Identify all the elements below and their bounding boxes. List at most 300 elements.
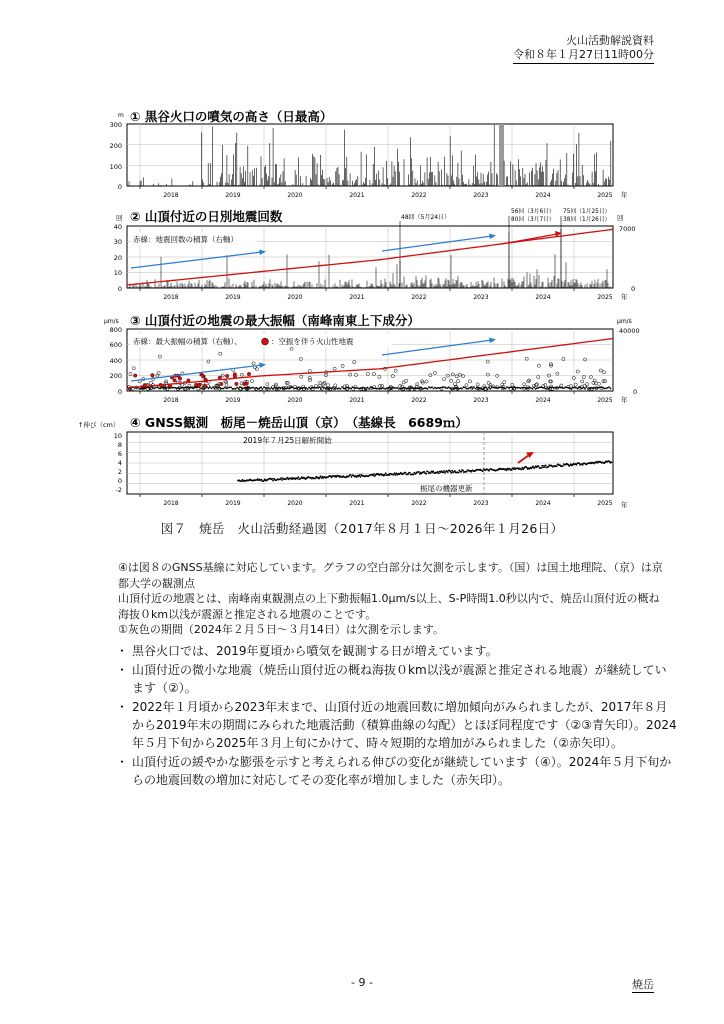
amplitude-point-small <box>532 388 534 390</box>
gnss-point <box>430 472 432 474</box>
amplitude-point-small <box>148 387 150 389</box>
amplitude-point-small <box>433 388 435 390</box>
year-label: 2018 <box>163 500 179 507</box>
gnss-point <box>384 474 386 476</box>
panel3-legend-b: ：空振を伴う火山性地震 <box>271 337 354 346</box>
amplitude-point-small <box>268 387 270 389</box>
p3-year-unit: 年 <box>621 396 628 404</box>
amplitude-point-small <box>583 387 585 389</box>
year-label: 2018 <box>163 294 179 301</box>
p4-tick-4: 4 <box>117 459 122 467</box>
gnss-point <box>432 470 434 472</box>
amplitude-point-small <box>256 387 258 389</box>
p3-right-bottom: 0 <box>633 388 638 396</box>
p3-right-top: 40000 <box>619 327 640 335</box>
amplitude-point-small <box>578 386 580 388</box>
amplitude-point-small <box>241 387 243 389</box>
p3-tick-600: 600 <box>109 341 122 349</box>
year-label: 2019 <box>225 500 241 507</box>
gnss-point <box>407 473 409 475</box>
amplitude-point-small <box>461 388 463 390</box>
infrasound-quake-point <box>201 374 205 378</box>
amplitude-point-small <box>344 388 346 390</box>
amplitude-point-small <box>512 388 514 390</box>
ann-48: 48回（5月24日） <box>401 214 451 221</box>
panel2-unit-left: 回 <box>116 214 123 222</box>
gnss-point <box>271 478 273 480</box>
year-label: 2019 <box>225 397 241 404</box>
summary-bullets <box>118 642 678 790</box>
amplitude-point-small <box>316 387 318 389</box>
amplitude-point-small <box>581 388 583 390</box>
gnss-point <box>482 470 484 472</box>
infrasound-quake-point <box>197 384 201 388</box>
infrasound-quake-point <box>203 384 207 388</box>
amplitude-point-small <box>155 387 157 389</box>
amplitude-point-small <box>544 387 546 389</box>
amplitude-point-small <box>157 386 159 388</box>
header-title: 火山活動解説資料 <box>566 34 654 47</box>
amplitude-point-small <box>235 388 237 390</box>
gnss-point <box>542 467 544 469</box>
infrasound-quake-point <box>173 379 177 383</box>
gnss-point <box>320 475 322 477</box>
bullet-4: ・ 山頂付近の緩やかな膨張を示すと考えられる伸びの変化が継続しています（④）。2024年５月下旬からの地震回数の増加に対応してその変化率が増加しました（赤矢印）。 <box>118 753 678 789</box>
year-label: 2025 <box>597 397 613 404</box>
amplitude-point-small <box>586 386 588 388</box>
amplitude-point-small <box>487 388 489 390</box>
amplitude-point-small <box>431 386 433 388</box>
amplitude-point-small <box>218 386 220 388</box>
amplitude-point-small <box>230 386 232 388</box>
amplitude-point-small <box>203 388 205 390</box>
gnss-point <box>513 467 515 469</box>
amplitude-point-small <box>464 387 466 389</box>
amplitude-point-small <box>184 387 186 389</box>
amplitude-point-small <box>400 388 402 390</box>
year-label: 2023 <box>473 294 489 301</box>
year-label: 2024 <box>535 294 551 301</box>
gnss-point <box>578 462 580 464</box>
bullet-2: ・ 山頂付近の微小な地震（焼岳山頂付近の概ね海抜０km以浅が震源と推定される地震）が継続しています（②）。 <box>118 661 678 697</box>
gnss-point <box>413 474 415 476</box>
amplitude-point-small <box>577 388 579 390</box>
panel4-unit-left: ↑伸び（cm） <box>78 421 120 429</box>
amplitude-point-small <box>188 387 190 389</box>
year-label: 2018 <box>163 192 179 199</box>
infrasound-quake-point <box>235 382 239 386</box>
gnss-point <box>400 472 402 474</box>
gnss-point <box>576 464 578 466</box>
year-label: 2020 <box>287 294 303 301</box>
amplitude-point-small <box>608 386 610 388</box>
amplitude-point-small <box>223 388 225 390</box>
amplitude-point-small <box>545 388 547 390</box>
gnss-point <box>418 471 420 473</box>
year-label: 2022 <box>411 397 427 404</box>
infrasound-quake-point <box>242 382 246 386</box>
amplitude-point-small <box>548 388 550 390</box>
ann-38: 38回（1月26日） <box>563 217 611 223</box>
amplitude-point-small <box>266 388 268 390</box>
amplitude-point-small <box>211 388 213 390</box>
amplitude-point-small <box>442 386 444 388</box>
gnss-point <box>488 470 490 472</box>
gnss-point <box>611 461 613 463</box>
amplitude-point-small <box>584 388 586 390</box>
amplitude-point-small <box>310 388 312 390</box>
amplitude-point-small <box>149 388 151 390</box>
amplitude-point-small <box>301 387 303 389</box>
amplitude-point-small <box>367 387 369 389</box>
year-label: 2019 <box>225 192 241 199</box>
year-label: 2025 <box>597 294 613 301</box>
gnss-point <box>541 465 543 467</box>
p1-tick-200: 200 <box>109 142 122 150</box>
amplitude-point-small <box>209 386 211 388</box>
amplitude-point-small <box>238 388 240 390</box>
amplitude-point-small <box>530 387 532 389</box>
amplitude-point-small <box>455 387 457 389</box>
amplitude-point-small <box>335 387 337 389</box>
amplitude-point-small <box>217 388 219 390</box>
year-label: 2022 <box>411 192 427 199</box>
gnss-point <box>409 472 411 474</box>
amplitude-point-small <box>526 388 528 390</box>
p1-tick-100: 100 <box>109 163 122 171</box>
gnss-point <box>443 470 445 472</box>
amplitude-point-small <box>490 388 492 390</box>
amplitude-point-small <box>568 387 570 389</box>
amplitude-point-small <box>181 387 183 389</box>
amplitude-point-small <box>472 387 474 389</box>
p2-tick-10: 10 <box>113 269 122 277</box>
amplitude-point-small <box>610 388 612 390</box>
amplitude-point-small <box>320 388 322 390</box>
gnss-point <box>427 471 429 473</box>
gnss-point <box>451 470 453 472</box>
panel3-unit-left: μm/s <box>104 318 119 325</box>
amplitude-point-small <box>331 388 333 390</box>
year-label: 2020 <box>287 397 303 404</box>
gnss-point <box>458 472 460 474</box>
amplitude-point-small <box>298 386 300 388</box>
p4-year-unit: 年 <box>621 501 628 509</box>
amplitude-point-small <box>482 388 484 390</box>
p2-tick-40: 40 <box>113 223 122 231</box>
amplitude-point-small <box>253 387 255 389</box>
amplitude-point-small <box>485 387 487 389</box>
amplitude-point-small <box>292 386 294 388</box>
p3-tick-800: 800 <box>109 326 122 334</box>
gnss-point <box>393 474 395 476</box>
amplitude-point-small <box>248 386 250 388</box>
year-label: 2018 <box>163 397 179 404</box>
amplitude-point-small <box>440 387 442 389</box>
year-label: 2023 <box>473 397 489 404</box>
note-1: ④は図８のGNSS基線に対応しています。グラフの空白部分は欠測を示します。（国）は国土地理院、（京）は京都大学の観測点 <box>118 561 663 590</box>
p2-year-unit: 年 <box>621 293 628 301</box>
gnss-point <box>315 478 317 480</box>
amplitude-point-small <box>391 388 393 390</box>
amplitude-point-small <box>404 387 406 389</box>
year-label: 2021 <box>349 294 365 301</box>
amplitude-point-small <box>269 388 271 390</box>
p1-tick-0: 0 <box>117 183 122 191</box>
amplitude-point-small <box>350 388 352 390</box>
panel1-title: ① 黒谷火口の噴気の高さ（日最高） <box>130 109 333 124</box>
amplitude-point-small <box>274 387 276 389</box>
amplitude-point-small <box>418 388 420 390</box>
amplitude-point-small <box>389 387 391 389</box>
amplitude-point-small <box>385 388 387 390</box>
page-number: - 9 - <box>351 976 373 989</box>
amplitude-point-small <box>145 387 147 389</box>
figure-notes <box>118 560 663 638</box>
amplitude-point-small <box>475 388 477 390</box>
panel2-unit-right: 回 <box>617 214 624 222</box>
amplitude-point-small <box>479 387 481 389</box>
year-label: 2024 <box>535 192 551 199</box>
amplitude-point-small <box>182 387 184 389</box>
gnss-point <box>505 469 507 471</box>
p2-tick-0: 0 <box>117 285 122 293</box>
ann-75: 75回（1月25日） <box>563 209 611 215</box>
gnss-point <box>373 473 375 475</box>
p2-tick-30: 30 <box>113 238 122 246</box>
gnss-point <box>394 472 396 474</box>
amplitude-point-small <box>271 387 273 389</box>
amplitude-point-small <box>259 387 261 389</box>
gnss-point <box>287 477 289 479</box>
amplitude-point-small <box>283 388 285 390</box>
year-label: 2022 <box>411 294 427 301</box>
amplitude-point-small <box>166 388 168 390</box>
amplitude-point-small <box>362 387 364 389</box>
bullet-1: ・ 黒谷火口では、2019年夏頃から噴気を観測する日が増えています。 <box>118 642 678 660</box>
ann-analysis-start: 2019年７月25日解析開始 <box>243 436 332 445</box>
ann-80: 80回（3月7日） <box>511 217 555 223</box>
year-label: 2021 <box>349 500 365 507</box>
amplitude-point-small <box>340 388 342 390</box>
amplitude-point-small <box>164 387 166 389</box>
year-label: 2025 <box>597 192 613 199</box>
p4-tick-0: 0 <box>117 477 122 485</box>
panel1-frame <box>127 124 613 186</box>
amplitude-point-small <box>236 387 238 389</box>
year-label: 2023 <box>473 192 489 199</box>
amplitude-point-small <box>403 387 405 389</box>
year-label: 2019 <box>225 294 241 301</box>
panel2-title: ② 山頂付近の日別地震回数 <box>130 209 283 224</box>
gnss-point <box>540 467 542 469</box>
amplitude-point-small <box>365 388 367 390</box>
amplitude-point-small <box>308 387 310 389</box>
year-label: 2020 <box>287 192 303 199</box>
panel4 <box>78 415 628 509</box>
panel1-missing-period <box>499 124 504 186</box>
amplitude-point-small <box>463 386 465 388</box>
note-2: 山頂付近の地震とは、南峰南東観測点の上下動振幅1.0μm/s以上、S-P時間1.0秒以内で、焼岳山頂付近の概ね海抜０km以浅が震源と推定される地震のことです。 <box>118 592 660 621</box>
gnss-point <box>280 477 282 479</box>
amplitude-point-small <box>319 386 321 388</box>
amplitude-point-small <box>341 386 343 388</box>
gnss-point <box>351 476 353 478</box>
amplitude-point-small <box>505 388 507 390</box>
year-label: 2024 <box>535 500 551 507</box>
amplitude-point-small <box>409 388 411 390</box>
infrasound-quake-point <box>225 374 229 378</box>
gnss-point <box>261 479 263 481</box>
gnss-point <box>544 466 546 468</box>
amplitude-point-small <box>571 388 573 390</box>
amplitude-point-small <box>277 388 279 390</box>
amplitude-point-small <box>326 387 328 389</box>
amplitude-point-small <box>272 388 274 390</box>
ann-equipment-update: 栃尾の機器更新 <box>420 484 473 493</box>
gnss-point <box>582 464 584 466</box>
gnss-point <box>359 474 361 476</box>
p2-tick-20: 20 <box>113 254 122 262</box>
gnss-point <box>350 474 352 476</box>
p3-tick-400: 400 <box>109 357 122 365</box>
amplitude-point-small <box>547 387 549 389</box>
amplitude-point-small <box>325 388 327 390</box>
gnss-point <box>447 471 449 473</box>
amplitude-point-small <box>317 387 319 389</box>
amplitude-point-small <box>262 388 264 390</box>
amplitude-point-small <box>421 387 423 389</box>
amplitude-point-small <box>454 388 456 390</box>
year-label: 2021 <box>349 397 365 404</box>
panel4-title: ④ GNSS観測 栃尾－焼岳山頂（京） （基線長 6689ｍ） <box>130 415 468 430</box>
amplitude-point-small <box>254 388 256 390</box>
amplitude-point-small <box>511 387 513 389</box>
amplitude-point-small <box>470 386 472 388</box>
panel1 <box>110 109 628 199</box>
gnss-point <box>272 480 274 482</box>
p2-right-top: 7000 <box>619 225 636 233</box>
year-label: 2021 <box>349 192 365 199</box>
amplitude-point-small <box>361 387 363 389</box>
amplitude-point-small <box>533 386 535 388</box>
p1-year-unit: 年 <box>621 191 628 199</box>
amplitude-point-small <box>208 388 210 390</box>
year-label: 2020 <box>287 500 303 507</box>
p4-tick-8: 8 <box>117 441 122 449</box>
amplitude-point-small <box>305 387 307 389</box>
amplitude-point-small <box>397 387 399 389</box>
gnss-point <box>395 474 397 476</box>
gnss-point <box>460 471 462 473</box>
year-label: 2025 <box>597 500 613 507</box>
amplitude-point-small <box>215 386 217 388</box>
gnss-point <box>385 472 387 474</box>
panel3-title: ③ 山頂付近の地震の最大振幅（南峰南東上下成分） <box>130 313 420 328</box>
panel3 <box>104 313 640 404</box>
year-label: 2024 <box>535 397 551 404</box>
infrasound-quake-point <box>220 382 224 386</box>
gnss-point <box>532 465 534 467</box>
p3-tick-200: 200 <box>109 372 122 380</box>
amplitude-point-small <box>476 386 478 388</box>
figure-caption: 図７ 焼岳 火山活動経過図（2017年８月１日～2026年１月26日） <box>160 521 564 536</box>
p4-tick-minus2: -2 <box>115 486 122 494</box>
infrasound-quake-point <box>247 372 251 376</box>
gnss-point <box>405 472 407 474</box>
amplitude-point-small <box>296 387 298 389</box>
gnss-point <box>437 471 439 473</box>
amplitude-point-small <box>265 387 267 389</box>
amplitude-point-small <box>332 386 334 388</box>
panel2 <box>114 207 636 301</box>
amplitude-point-small <box>200 388 202 390</box>
year-label: 2023 <box>473 500 489 507</box>
p1-tick-300: 300 <box>109 121 122 129</box>
gnss-point <box>538 465 540 467</box>
p4-tick-6: 6 <box>117 450 122 458</box>
note-3: ①灰色の期間（2024年２月５日～３月14日）は欠測を示します。 <box>118 623 444 636</box>
gnss-point <box>556 465 558 467</box>
p4-tick-2: 2 <box>117 468 122 476</box>
p3-tick-0: 0 <box>117 388 122 396</box>
gnss-point <box>450 472 452 474</box>
infrasound-quake-point <box>151 373 155 377</box>
ann-56: 56回（3月6日） <box>511 209 555 215</box>
amplitude-point-small <box>140 388 142 390</box>
amplitude-point-small <box>224 387 226 389</box>
panel3-legend-a: 赤線：最大振幅の積算（右軸）、 <box>133 337 242 346</box>
amplitude-point-small <box>293 388 295 390</box>
footer-volcano-name: 焼岳 <box>632 978 654 991</box>
p4-tick-10: 10 <box>113 432 122 440</box>
gnss-point <box>356 476 358 478</box>
amplitude-point-small <box>488 387 490 389</box>
gnss-point <box>360 476 362 478</box>
legend-red-dot <box>262 338 269 345</box>
gnss-point <box>438 473 440 475</box>
amplitude-point-small <box>289 387 291 389</box>
gnss-point <box>562 465 564 467</box>
amplitude-point-small <box>580 387 582 389</box>
amplitude-point-small <box>374 388 376 390</box>
header-datetime: 令和８年１月27日11時00分 <box>513 48 654 64</box>
p2-right-bottom: 0 <box>631 285 636 293</box>
amplitude-point-small <box>368 388 370 390</box>
year-label: 2022 <box>411 500 427 507</box>
amplitude-point-small <box>563 387 565 389</box>
gnss-point <box>462 470 464 472</box>
panel3-unit-right: μm/s <box>617 318 632 325</box>
amplitude-point-small <box>427 388 429 390</box>
amplitude-point-small <box>554 387 556 389</box>
gnss-point <box>297 476 299 478</box>
amplitude-point-small <box>448 386 450 388</box>
amplitude-point-small <box>152 387 154 389</box>
amplitude-point-small <box>214 388 216 390</box>
panel1-unit: m <box>118 112 124 119</box>
gnss-point <box>281 479 283 481</box>
amplitude-point-small <box>247 388 249 390</box>
amplitude-point-small <box>323 387 325 389</box>
amplitude-point-small <box>473 386 475 388</box>
panel2-legend: 赤線：地震回数の積算（右軸） <box>133 235 238 244</box>
infrasound-quake-point <box>133 374 137 378</box>
gnss-point <box>545 465 547 467</box>
gnss-point <box>521 469 523 471</box>
amplitude-point-small <box>260 386 262 388</box>
gnss-point <box>425 473 427 475</box>
